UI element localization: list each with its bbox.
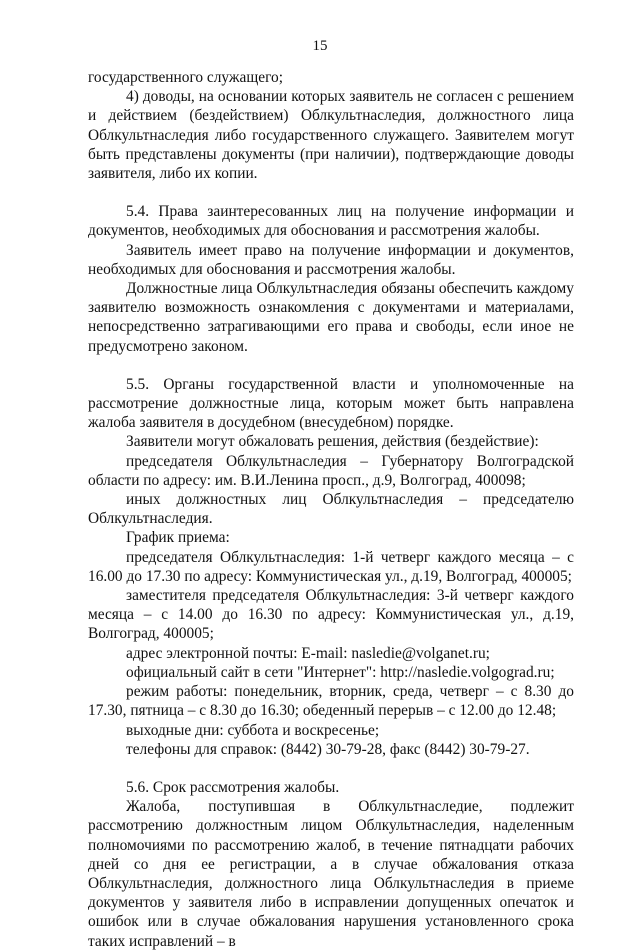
paragraph: 5.6. Срок рассмотрения жалобы. [126, 778, 340, 796]
paragraph: Заявитель имеет право на получение информации и документов, необходимых для обоснования и рассмотрения жалобы. [88, 241, 574, 278]
paragraph: председателя Облкультнаследия: 1-й четверг каждого месяца – с 16.00 до 17.30 по адресу: Коммунистическая ул., д.19, Волгоград, 400005; [88, 548, 574, 585]
paragraph: 4) доводы, на основании которых заявитель не согласен с решением и действием (бездействием) Облкультнаследия, должностного лица Облкультнаследия либо государственного служащего. Заявителем могут быть представлены документы (при наличии), подтверждающие доводы заявителя, либо их копии. [88, 88, 574, 183]
paragraph: иных должностных лиц Облкультнаследия – председателю Облкультнаследия. [88, 491, 574, 528]
paragraph: 5.4. Права заинтересованных лиц на получение информации и документов, необходимых для обоснования и рассмотрения жалобы. [88, 203, 574, 240]
paragraph: Должностные лица Облкультнаследия обязаны обеспечить каждому заявителю возможность ознакомления с документами и материалами, непосредственно затрагивающими его права и свободы, если иное не предусмотрено законом. [88, 280, 574, 355]
paragraph: Жалоба, поступившая в Облкультнаследие, подлежит рассмотрению должностным лицом Облкультнаследия, наделенным полномочиями по рассмотрению жалоб, в течение пятнадцати рабочих дней со дня ее регистрации, а в случае обжалования отказа Облкультнаследия, должностного лица Облкультнаследия в приеме документов у заявителя либо в исправлении допущенных опечаток и ошибок или в случае обжалования нарушения установленного срока таких исправлений – в [88, 798, 574, 950]
paragraph-spacer [88, 183, 574, 202]
paragraph: Заявители могут обжаловать решения, действия (бездействие): [126, 433, 539, 451]
paragraph: государственного служащего; [88, 69, 283, 86]
paragraph: заместителя председателя Облкультнаследия: 3-й четверг каждого месяца – с 14.00 до 16.30 по адресу: Коммунистическая ул., д.19, Волгоград, 400005; [88, 587, 574, 643]
paragraph: График приема: [126, 529, 230, 547]
paragraph: адрес электронной почты: E-mail: nasledie@volganet.ru; [126, 644, 490, 662]
paragraph: председателя Облкультнаследия – Губернатору Волгоградской области по адресу: им. В.И.Ленина просп., д.9, Волгоград, 400098; [88, 452, 574, 489]
paragraph: телефоны для справок: (8442) 30-79-28, факс (8442) 30-79-27. [126, 740, 530, 758]
paragraph: 5.5. Органы государственной власти и уполномоченные на рассмотрение должностные лица, которым может быть направлена жалоба заявителя в досудебном (внесудебном) порядке. [88, 375, 574, 432]
paragraph: режим работы: понедельник, вторник, среда, четверг – с 8.30 до 17.30, пятница – с 8.30 до 16.30; обеденный перерыв – с 12.00 до 12.48; [88, 683, 574, 720]
paragraph: официальный сайт в сети "Интернет": http://nasledie.volgograd.ru; [126, 663, 555, 681]
paragraph-spacer [88, 356, 574, 375]
paragraph: выходные дни: суббота и воскресенье; [126, 721, 380, 739]
paragraph-spacer [88, 759, 574, 778]
document-body [88, 68, 574, 951]
page-number: 15 [312, 38, 328, 54]
